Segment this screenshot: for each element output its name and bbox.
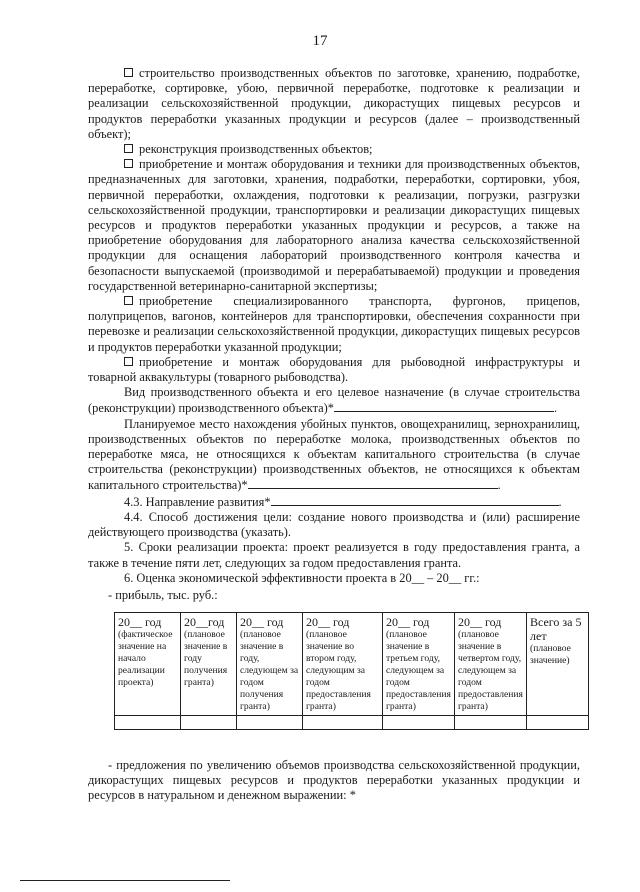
- checkbox-marker-icon: [124, 159, 133, 168]
- list-item: приобретение и монтаж оборудования и техники для производственных объектов, предназначенных для заготовки, хранения, подработки, переработки, сортировки, убоя, первичной переработки, охлаждения, подготовки к реализации, погрузки, разгрузки сельскохозяйственной продукции, транспортировки и реализации дикорастущих пищевых ресурсов и продуктов переработки указанных продукции и ресурсов, а также на приобретение оборудования для лабораторного анализа качества сельскохозяйственной продукции для оснащения лабораторий производственного контроля качества и безопасности выпускаемой (производимой и перерабатываемой) продукции и проведения государственной ветеринарно-санитарной экспертизы;: [88, 157, 580, 293]
- fill-in-blank[interactable]: [248, 477, 498, 489]
- table-cell[interactable]: [303, 716, 383, 730]
- table-cell[interactable]: [383, 716, 455, 730]
- table-cell[interactable]: [527, 716, 589, 730]
- list-item: приобретение и монтаж оборудования для рыбоводной инфраструктуры и товарной аквакультуры (товарного рыбоводства).: [88, 354, 580, 385]
- checkbox-marker-icon: [124, 357, 133, 366]
- checkbox-marker-icon: [124, 144, 133, 153]
- list-item: строительство производственных объектов по заготовке, хранению, подработке, переработке, сортировке, убою, первичной переработке, подготовке к реализации и реализации сельскохозяйственной продукции, дикорастущих пищевых ресурсов и продуктов переработки указанных продукции и ресурсов (далее – производственный объект);: [88, 66, 580, 141]
- efficiency-table: [114, 612, 589, 730]
- table-header-cell: 20__ год (фактическое значение на начало реализации проекта): [115, 613, 181, 716]
- deadlines-paragraph: 5. Сроки реализации проекта: проект реализуется в году предоставления гранта, а также в течение пяти лет, следующих за годом предоставления гранта.: [88, 540, 580, 570]
- fill-in-blank[interactable]: [334, 400, 554, 412]
- footer-divider: [20, 880, 230, 881]
- method-paragraph: 4.4. Способ достижения цели: создание нового производства и (или) расширение действующего производства (указать).: [88, 509, 580, 540]
- table-header-row: [115, 613, 589, 716]
- proposals-section: [88, 758, 580, 804]
- table-header-cell: 20__год (плановое значение в году получения гранта): [181, 613, 237, 716]
- table-header-cell: 20__ год (плановое значение в третьем году, следующем за годом предоставления гранта): [383, 613, 455, 716]
- profit-label: - прибыль, тыс. руб.:: [108, 588, 218, 602]
- checkbox-marker-icon: [124, 296, 133, 305]
- table-header-cell: 20__ год (плановое значение во втором году, следующим за годом предоставления гранта): [303, 613, 383, 716]
- table-cell[interactable]: [181, 716, 237, 730]
- location-paragraph: Планируемое место нахождения убойных пунктов, овощехранилищ, зернохранилищ, производственных объектов по переработке молока, производственных объектов по переработке мяса, не относящихся к объектам капитального строительства (в случае строительства (реконструкции) производственных объектов, не относящихся к объектам капитального строительства)* .: [88, 416, 580, 493]
- table-header-cell: 20__ год (плановое значение в четвертом году, следующем за годом предоставления гранта): [455, 613, 527, 716]
- table-header-cell: 20__ год (плановое значение в году, следующем за годом получения гранта): [237, 613, 303, 716]
- proposals-paragraph: - предложения по увеличению объемов производства сельскохозяйственной продукции, дикорастущих пищевых ресурсов и продуктов переработки указанных продукции и ресурсов в натуральном и денежном выражении: *: [88, 758, 580, 803]
- evaluation-paragraph: 6. Оценка экономической эффективности проекта в 20__ – 20__ гг.:: [124, 570, 480, 585]
- table-header-cell: Всего за 5 лет (плановое значение): [527, 613, 589, 716]
- table-row: [115, 716, 589, 730]
- direction-paragraph: 4.3. Направление развития* .: [124, 494, 562, 509]
- object-type-paragraph: Вид производственного объекта и его целевое назначение (в случае строительства (реконструкции) производственного объекта)* .: [88, 385, 580, 416]
- document-body: [88, 66, 580, 586]
- table-cell[interactable]: [237, 716, 303, 730]
- checkbox-marker-icon: [124, 68, 133, 77]
- page-number: 17: [312, 33, 328, 49]
- table-cell[interactable]: [455, 716, 527, 730]
- list-item: приобретение специализированного транспорта, фургонов, прицепов, полуприцепов, вагонов, контейнеров для транспортировки, обеспечения сохранности при перевозке и реализации сельскохозяйственной продукции, дикорастущих пищевых ресурсов и продуктов переработки указанной продукции;: [88, 294, 580, 354]
- fill-in-blank[interactable]: [271, 494, 559, 506]
- table-cell[interactable]: [115, 716, 181, 730]
- list-item: реконструкция производственных объектов;: [88, 142, 580, 157]
